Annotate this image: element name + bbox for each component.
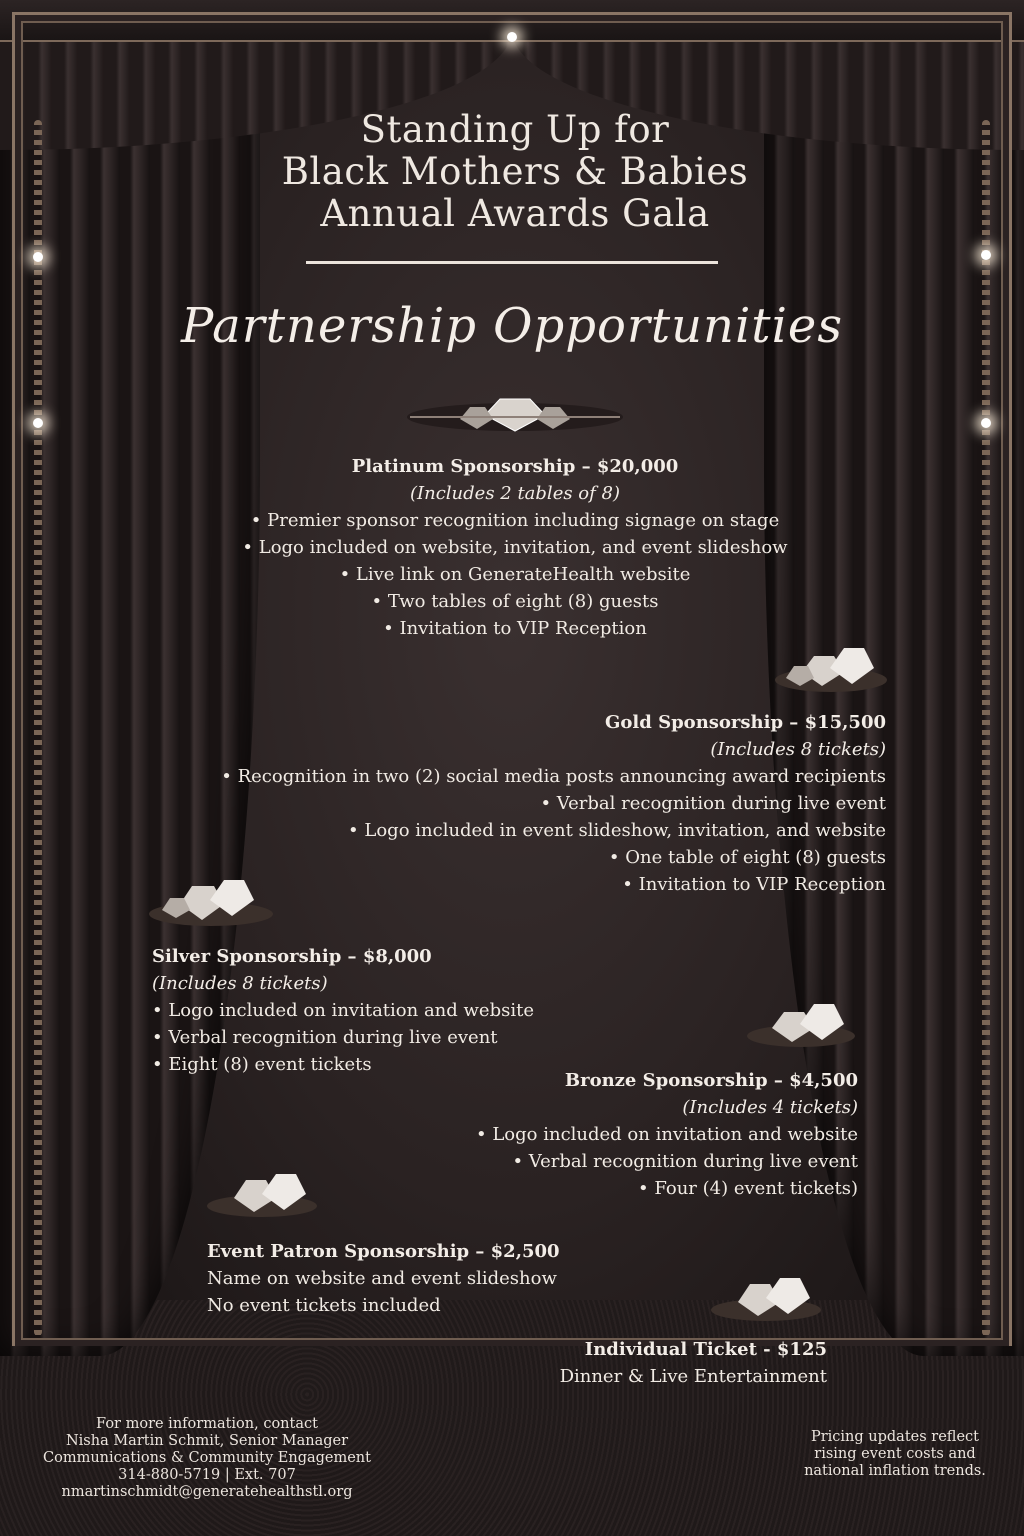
platinum-subheading: (Includes 2 tables of 8) [409, 483, 620, 504]
partnership-heading: Partnership Opportunities [181, 298, 843, 354]
bronze-subheading: (Includes 4 tickets) [682, 1097, 858, 1118]
pricing-note-line: rising event costs and [814, 1446, 976, 1462]
individual-ticket-detail: Dinner & Live Entertainment [559, 1366, 827, 1387]
gold-item: • One table of eight (8) guests [608, 847, 886, 868]
title-divider [306, 261, 718, 264]
title-line-2: Black Mothers & Babies [281, 150, 749, 193]
pricing-note-line: national inflation trends. [804, 1463, 986, 1479]
diamond-pile-icon [204, 1158, 320, 1220]
gold-subheading: (Includes 8 tickets) [710, 739, 886, 760]
pricing-note-line: Pricing updates reflect [810, 1429, 980, 1445]
silver-heading: Silver Sponsorship – $8,000 [152, 946, 432, 967]
platinum-item: • Two tables of eight (8) guests [371, 591, 659, 612]
pricing-note [784, 1429, 1006, 1480]
platinum-item: • Premier sponsor recognition including signage on stage [250, 510, 780, 531]
contact-name: Nisha Martin Schmit, Senior Manager [65, 1433, 349, 1449]
gold-item: • Logo included in event slideshow, invitation, and website [348, 820, 886, 841]
gold-item: • Recognition in two (2) social media posts announcing award recipients [221, 766, 886, 787]
diamond-pile-icon [146, 862, 276, 928]
contact-phone: 314-880-5719 | Ext. 707 [118, 1467, 296, 1483]
bronze-item: • Logo included on invitation and website [476, 1124, 858, 1145]
platinum-item: • Invitation to VIP Reception [383, 618, 647, 639]
patron-item: No event tickets included [207, 1295, 441, 1316]
title-line-3: Annual Awards Gala [320, 192, 710, 235]
contact-department: Communications & Community Engagement [43, 1450, 371, 1466]
silver-item: • Eight (8) event tickets [152, 1054, 372, 1075]
patron-item: Name on website and event slideshow [207, 1268, 557, 1289]
patron-heading: Event Patron Sponsorship – $2,500 [207, 1241, 560, 1262]
platinum-item: • Live link on GenerateHealth website [339, 564, 691, 585]
contact-block [12, 1416, 402, 1501]
platinum-heading: Platinum Sponsorship – $20,000 [351, 456, 679, 477]
bronze-item: • Four (4) event tickets) [638, 1178, 858, 1199]
platinum-item: • Logo included on website, invitation, and event slideshow [242, 537, 788, 558]
silver-subheading: (Includes 8 tickets) [152, 973, 328, 994]
gold-heading: Gold Sponsorship – $15,500 [605, 712, 886, 733]
diamond-pile-icon [772, 632, 890, 694]
bronze-heading: Bronze Sponsorship – $4,500 [564, 1070, 858, 1091]
silver-item: • Logo included on invitation and website [152, 1000, 534, 1021]
silver-item: • Verbal recognition during live event [152, 1027, 498, 1048]
bronze-item: • Verbal recognition during live event [512, 1151, 858, 1172]
title-line-1: Standing Up for [360, 108, 670, 151]
gold-item: • Invitation to VIP Reception [622, 874, 886, 895]
contact-line: For more information, contact [96, 1416, 318, 1432]
individual-ticket-heading: Individual Ticket - $125 [584, 1339, 827, 1360]
contact-email[interactable]: nmartinschmidt@generatehealthstl.org [61, 1484, 353, 1500]
diamond-ornament-icon [405, 385, 625, 437]
diamond-pile-icon [708, 1262, 824, 1324]
gold-item: • Verbal recognition during live event [540, 793, 886, 814]
diamond-pile-icon [744, 990, 858, 1050]
